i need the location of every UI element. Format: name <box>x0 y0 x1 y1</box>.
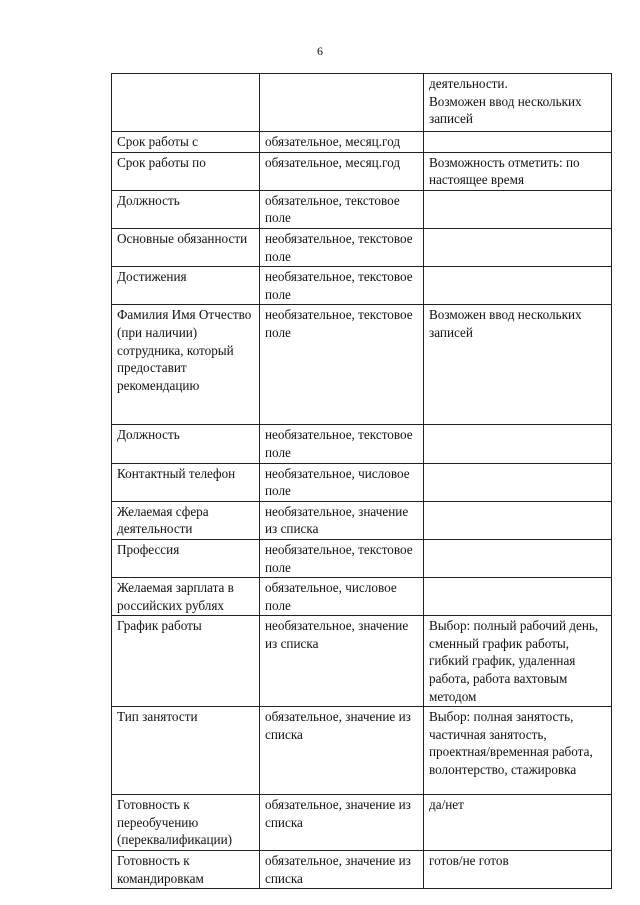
requirement-cell: необязательное, текстовое поле <box>260 305 424 425</box>
table-row <box>112 707 612 795</box>
table-row <box>112 228 612 266</box>
field-cell: Должность <box>112 190 260 228</box>
note-cell: Возможен ввод нескольких записей <box>424 305 612 425</box>
table-row <box>112 267 612 305</box>
table-row <box>112 616 612 707</box>
table-row <box>112 152 612 190</box>
note-cell: Возможность отметить: по настоящее время <box>424 152 612 190</box>
field-cell: Достижения <box>112 267 260 305</box>
requirement-cell: обязательное, текстовое поле <box>260 190 424 228</box>
field-cell: Тип занятости <box>112 707 260 795</box>
requirement-cell: обязательное, числовое поле <box>260 578 424 616</box>
table-row <box>112 578 612 616</box>
requirement-cell: обязательное, значение из списка <box>260 851 424 889</box>
requirement-cell: необязательное, текстовое поле <box>260 425 424 463</box>
note-cell <box>424 228 612 266</box>
table-row <box>112 425 612 463</box>
table-row <box>112 463 612 501</box>
note-cell <box>424 425 612 463</box>
table-body <box>112 74 612 889</box>
note-cell <box>424 501 612 539</box>
field-cell: Срок работы с <box>112 132 260 153</box>
field-cell: Желаемая зарплата в российских рублях <box>112 578 260 616</box>
field-cell: Основные обязанности <box>112 228 260 266</box>
table-row <box>112 851 612 889</box>
field-cell <box>112 74 260 132</box>
note-cell <box>424 463 612 501</box>
requirement-cell: необязательное, текстовое поле <box>260 267 424 305</box>
requirement-cell: обязательное, значение из списка <box>260 795 424 851</box>
table-row <box>112 74 612 132</box>
note-cell <box>424 132 612 153</box>
field-cell: Готовность к командировкам <box>112 851 260 889</box>
requirement-cell: необязательное, числовое поле <box>260 463 424 501</box>
table-row <box>112 501 612 539</box>
requirement-cell: обязательное, значение из списка <box>260 707 424 795</box>
field-cell: Должность <box>112 425 260 463</box>
field-cell: Фамилия Имя Отчество (при наличии) сотрудника, который предоставит рекомендацию <box>112 305 260 425</box>
table-row <box>112 539 612 577</box>
requirements-table <box>111 73 612 889</box>
page-number: 6 <box>317 44 323 58</box>
requirement-cell <box>260 74 424 132</box>
field-cell: Желаемая сфера деятельности <box>112 501 260 539</box>
note-cell <box>424 267 612 305</box>
requirement-cell: необязательное, текстовое поле <box>260 539 424 577</box>
note-cell: деятельности. Возможен ввод нескольких записей <box>424 74 612 132</box>
field-cell: График работы <box>112 616 260 707</box>
note-cell <box>424 578 612 616</box>
note-cell: Выбор: полная занятость, частичная занятость, проектная/временная работа, волонтерство, стажировка <box>424 707 612 795</box>
note-cell: готов/не готов <box>424 851 612 889</box>
requirement-cell: обязательное, месяц.год <box>260 132 424 153</box>
note-cell: да/нет <box>424 795 612 851</box>
requirement-cell: необязательное, текстовое поле <box>260 228 424 266</box>
note-cell <box>424 539 612 577</box>
field-cell: Профессия <box>112 539 260 577</box>
table-row <box>112 305 612 425</box>
field-cell: Контактный телефон <box>112 463 260 501</box>
note-cell: Выбор: полный рабочий день, сменный график работы, гибкий график, удаленная работа, работа вахтовым методом <box>424 616 612 707</box>
note-cell <box>424 190 612 228</box>
requirement-cell: обязательное, месяц.год <box>260 152 424 190</box>
requirement-cell: необязательное, значение из списка <box>260 616 424 707</box>
field-cell: Срок работы по <box>112 152 260 190</box>
field-cell: Готовность к переобучению (переквалификации) <box>112 795 260 851</box>
table-row <box>112 795 612 851</box>
table-row <box>112 190 612 228</box>
requirement-cell: необязательное, значение из списка <box>260 501 424 539</box>
table-row <box>112 132 612 153</box>
